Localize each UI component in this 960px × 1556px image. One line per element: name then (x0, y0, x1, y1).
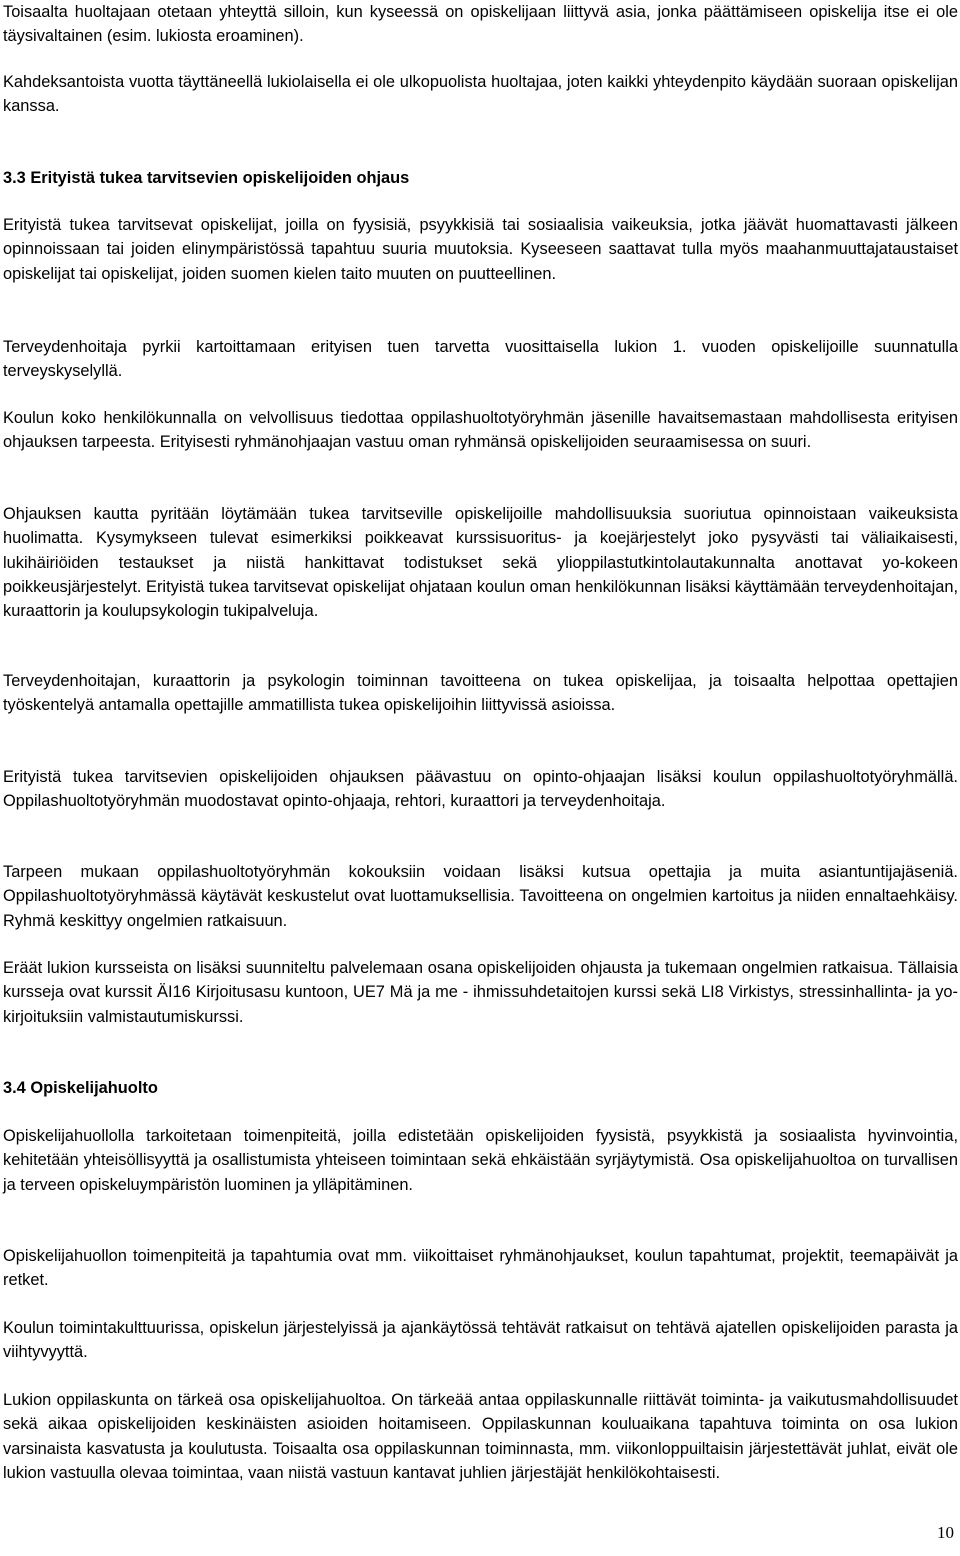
paragraph-health-staff-goal: Terveydenhoitajan, kuraattorin ja psykologin toiminnan tavoitteena on tukea opiskelijaa, ja toisaalta helpottaa opettajien työskentelyä antamalla opettajille ammatillista tukea opiskelijoihin liittyvissä asioissa. (3, 672, 958, 715)
paragraph-student-union: Lukion oppilaskunta on tärkeä osa opiskelijahuoltoa. On tärkeää antaa oppilaskunnalle riittävät toiminta- ja vaikutusmahdollisuudet sekä aikaa opiskelijoiden keskinäisten asioiden hoitamiseen. Oppilaskunnan kouluaikana tapahtuva toiminta on osa lukion varsinaista kasvatusta ja koulutusta. Toisaalta osa oppilaskunnan toiminnasta, mm. viikonloppuiltaisin järjestettävät juhlat, eivät ole lukion vastuulla olevaa toimintaa, vaan niistä vastuun kantavat juhlien järjestäjät henkilökohtaisesti. (3, 1391, 958, 1482)
paragraph-guardian-contact: Toisaalta huoltajaan otetaan yhteyttä silloin, kun kyseessä on opiskelijaan liittyvä asia, jonka päättämiseen opiskelija itse ei ole täysivaltainen (esim. lukiosta eroaminen). (3, 3, 958, 46)
paragraph-courses: Eräät lukion kursseista on lisäksi suunniteltu palvelemaan osana opiskelijoiden ohjausta ja tukemaan ongelmien ratkaisua. Tällaisia kursseja ovat kurssit ÄI16 Kirjoitusasu kuntoon, UE7 Mä ja me - ihmissuhdetaitojen kurssi sekä LI8 Virkistys, stressinhallinta- ja yo-kirjoituksiin valmistautumiskurssi. (3, 959, 958, 1026)
paragraph-school-culture: Koulun toimintakulttuurissa, opiskelun järjestelyissä ja ajankäytössä tehtävät ratkaisut on tehtävä ajatellen opiskelijoiden parasta ja viihtyvyyttä. (3, 1319, 958, 1362)
paragraph-student-welfare-definition: Opiskelijahuollolla tarkoitetaan toimenpiteitä, joilla edistetään opiskelijoiden fyysistä, psyykkistä ja sosiaalista hyvinvointia, kehitetään yhteisöllisyyttä ja osallistumista yhteiseen toimintaan sekä ehkäistään syrjäytymistä. Osa opiskelijahuoltoa on turvallisen ja terveen opiskeluympäristön luominen ja ylläpitäminen. (3, 1127, 958, 1194)
paragraph-staff-duty: Koulun koko henkilökunnalla on velvollisuus tiedottaa oppilashuoltotyöryhmän jäsenille havaitsemastaan mahdollisesta erityisen ohjauksen tarpeesta. Erityisesti ryhmänohjaajan vastuu oman ryhmänsä opiskelijoiden seuraamisessa on suuri. (3, 409, 958, 452)
paragraph-health-survey: Terveydenhoitaja pyrkii kartoittamaan erityisen tuen tarvetta vuosittaisella lukion 1. vuoden opiskelijoille suunnatulla terveyskyselyllä. (3, 338, 958, 381)
paragraph-main-responsibility: Erityistä tukea tarvitsevien opiskelijoiden ohjauksen päävastuu on opinto-ohjaajan lisäksi koulun oppilashuoltotyöryhmällä. Oppilashuoltotyöryhmän muodostavat opinto-ohjaaja, rehtori, kuraattori ja terveydenhoitaja. (3, 768, 958, 811)
paragraph-welfare-activities: Opiskelijahuollon toimenpiteitä ja tapahtumia ovat mm. viikoittaiset ryhmänohjaukset, koulun tapahtumat, projektit, teemapäivät ja retket. (3, 1247, 958, 1290)
page-number: 10 (937, 1523, 954, 1542)
paragraph-special-support-students: Erityistä tukea tarvitsevat opiskelijat, joilla on fyysisiä, psyykkisiä tai sosiaalisia vaikeuksia, jotka jäävät huomattavasti jälkeen opinnoissaan tai joiden elinympäristössä tapahtuu suuria muutoksia. Kyseeseen saattavat tulla myös maahanmuuttajataustaiset opiskelijat tai opiskelijat, joiden suomen kielen taito muuten on puutteellinen. (3, 216, 958, 283)
paragraph-adult-students: Kahdeksantoista vuotta täyttäneellä lukiolaisella ei ole ulkopuolista huoltajaa, joten kaikki yhteydenpito käydään suoraan opiskelijan kanssa. (3, 73, 958, 116)
paragraph-meetings: Tarpeen mukaan oppilashuoltotyöryhmän kokouksiin voidaan lisäksi kutsua opettajia ja muita asiantuntijajäseniä. Oppilashuoltotyöryhmässä käytävät keskustelut ovat luottamuksellisia. Tavoitteena on ongelmien kartoitus ja niiden ennaltaehkäisy. Ryhmä keskittyy ongelmien ratkaisuun. (3, 863, 958, 930)
paragraph-guidance-support: Ohjauksen kautta pyritään löytämään tukea tarvitseville opiskelijoille mahdollisuuksia suoriutua opinnoistaan vaikeuksista huolimatta. Kysymykseen tulevat esimerkiksi poikkeavat kurssisuoritus- ja koejärjestelyt joko pysyvästi tai väliaikaisesti, lukihäiriöiden testaukset ja niistä hankittavat todistukset sekä ylioppilastutkintolautakunnalta anottavat yo-kokeen poikkeusjärjestelyt. Erityistä tukea tarvitsevat opiskelijat ohjataan koulun oman henkilökunnan lisäksi käyttämään terveydenhoitajan, kuraattorin ja koulupsykologin tukipalveluja. (3, 505, 958, 621)
section-heading-3-4: 3.4 Opiskelijahuolto (3, 1079, 158, 1097)
section-heading-3-3: 3.3 Erityistä tukea tarvitsevien opiskelijoiden ohjaus (3, 169, 410, 187)
